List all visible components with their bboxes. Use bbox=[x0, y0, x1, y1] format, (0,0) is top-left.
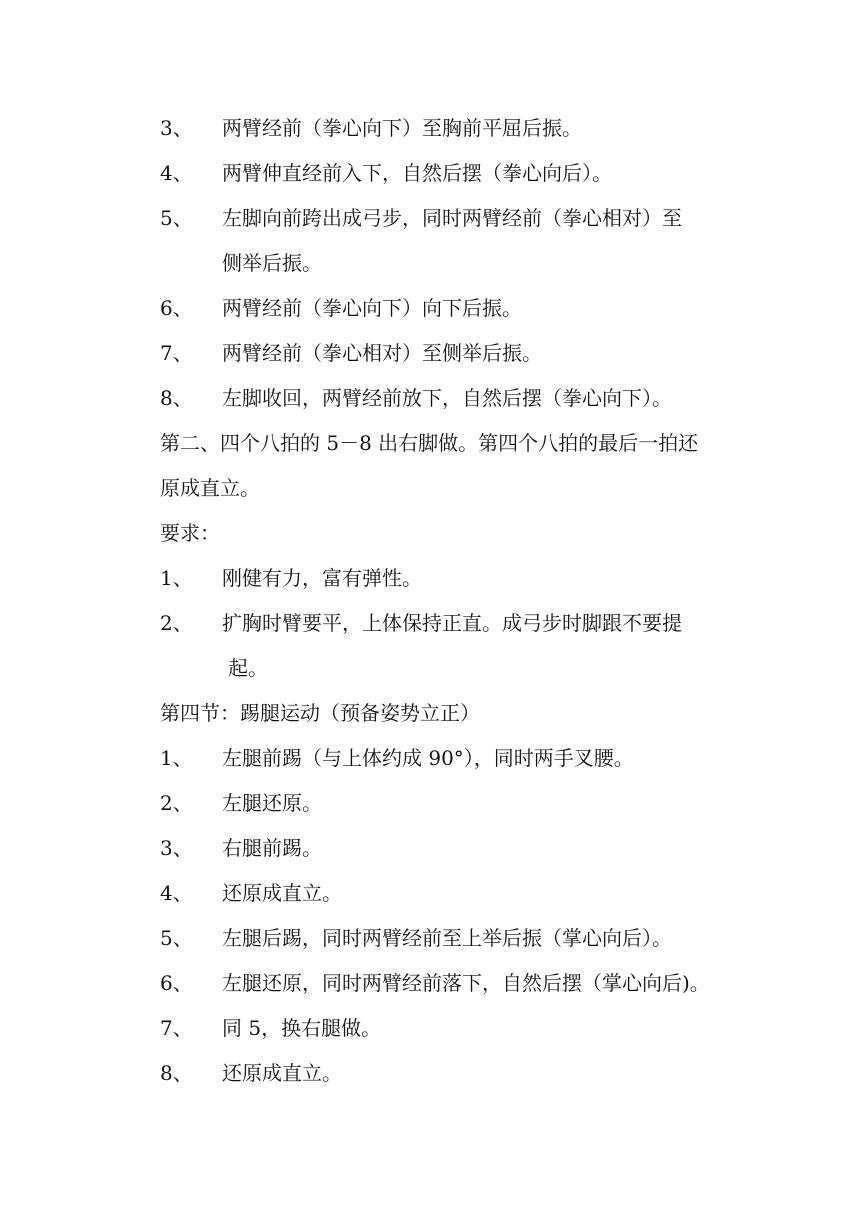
section-title: 第四节：踢腿运动（预备姿势立正） bbox=[160, 701, 480, 725]
item-number: 6、 bbox=[160, 296, 193, 320]
item-continuation: 侧举后振。 bbox=[222, 251, 322, 275]
item-number: 4、 bbox=[160, 161, 193, 185]
item-number: 2、 bbox=[160, 611, 193, 635]
paragraph-line: 原成直立。 bbox=[160, 476, 260, 500]
item-number: 1、 bbox=[160, 566, 193, 590]
item-text: 还原成直立。 bbox=[222, 1061, 342, 1085]
item-continuation: 起。 bbox=[228, 656, 268, 680]
item-text: 扩胸时臂要平，上体保持正直。成弓步时脚跟不要提 bbox=[222, 611, 682, 635]
item-text: 左腿前踢（与上体约成 90°），同时两手叉腰。 bbox=[222, 746, 634, 770]
item-number: 2、 bbox=[160, 791, 193, 815]
item-number: 4、 bbox=[160, 881, 193, 905]
item-number: 7、 bbox=[160, 1016, 193, 1040]
item-text: 刚健有力，富有弹性。 bbox=[222, 566, 422, 590]
item-text: 左脚向前跨出成弓步，同时两臂经前（拳心相对）至 bbox=[222, 206, 682, 230]
item-text: 还原成直立。 bbox=[222, 881, 342, 905]
item-text: 两臂伸直经前入下，自然后摆（拳心向后）。 bbox=[222, 161, 612, 185]
item-number: 5、 bbox=[160, 206, 193, 230]
item-text: 两臂经前（拳心相对）至侧举后振。 bbox=[222, 341, 542, 365]
item-text: 左脚收回，两臂经前放下，自然后摆（拳心向下）。 bbox=[222, 386, 672, 410]
item-text: 左腿还原，同时两臂经前落下，自然后摆（掌心向后)。 bbox=[222, 971, 710, 995]
item-text: 两臂经前（拳心向下）至胸前平屈后振。 bbox=[222, 116, 582, 140]
item-number: 3、 bbox=[160, 116, 193, 140]
requirements-heading: 要求： bbox=[160, 521, 220, 545]
item-text: 左腿还原。 bbox=[222, 791, 322, 815]
item-number: 8、 bbox=[160, 1061, 193, 1085]
item-text: 左腿后踢，同时两臂经前至上举后振（掌心向后）。 bbox=[222, 926, 672, 950]
item-number: 7、 bbox=[160, 341, 193, 365]
item-text: 两臂经前（拳心向下）向下后振。 bbox=[222, 296, 522, 320]
item-number: 8、 bbox=[160, 386, 193, 410]
item-number: 6、 bbox=[160, 971, 193, 995]
item-number: 5、 bbox=[160, 926, 193, 950]
item-text: 右腿前踢。 bbox=[222, 836, 322, 860]
paragraph-line: 第二、四个八拍的 5－8 出右脚做。第四个八拍的最后一拍还 bbox=[160, 431, 699, 455]
item-text: 同 5，换右腿做。 bbox=[222, 1016, 382, 1040]
item-number: 1、 bbox=[160, 746, 193, 770]
item-number: 3、 bbox=[160, 836, 193, 860]
